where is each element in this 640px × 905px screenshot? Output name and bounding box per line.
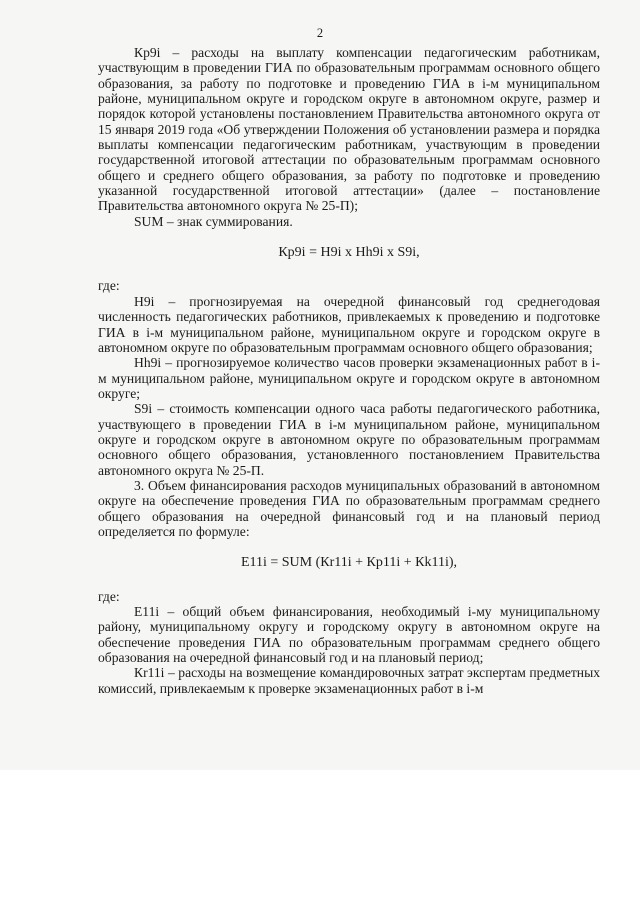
paragraph-kr11i-definition: Кr11i – расходы на возмещение командировочных затрат экспертам предметных комиссий, привлекаемым к проверке экзаменационных работ в i-м <box>98 665 600 696</box>
paragraph-hh9i-definition: Нh9i – прогнозируемое количество часов проверки экзаменационных работ в i-м муниципальном районе, муниципальном округе и городском округе в автономном округе; <box>98 355 600 401</box>
paragraph-sum-definition: SUM – знак суммирования. <box>134 213 293 229</box>
formula-kp9i: Кр9i = Н9i х Нh9i х S9i, <box>278 245 420 261</box>
where-label: где: <box>98 588 120 604</box>
blank-margin <box>0 770 640 905</box>
where-label: где: <box>98 278 120 294</box>
paragraph-h9i-definition: Н9i – прогнозируемая на очередной финансовый год среднегодовая численность педагогических работников, привлекаемых к проведению и подготовке ГИА в i-м муниципальном районе, муниципальном округе и городском округе в автономном округе по образовательным программам основного общего образования; <box>98 293 600 355</box>
page-number: 2 <box>316 26 324 40</box>
paragraph-kp9i-definition: Кр9i – расходы на выплату компенсации педагогическим работникам, участвующим в проведении ГИА по образовательным программам основного общего образования, за работу по подготовке и проведению ГИА в i-м муниципальном районе, муниципальном округе и городском округе в автономном округе, размер и порядок которой установлены постановлением Правительства автономного округа от 15 января 2019 года «Об утверждении Положения об установлении размера и порядка выплаты компенсации педагогическим работникам, участвующим в проведении государственной итоговой аттестации по образовательным программам основного общего и среднего общего образования, за работу по подготовке и проведению указанной государственной итоговой аттестации» (далее – постановление Правительства автономного округа № 25-П); <box>98 45 600 214</box>
document-body <box>98 45 600 696</box>
paragraph-s9i-definition: S9i – стоимость компенсации одного часа работы педагогического работника, участвующего в проведении ГИА в i-м муниципальном районе, муниципальном округе и городском округе в автономном округе по образовательным программам основного общего образования, установленного постановлением Правительства автономного округа № 25-П. <box>98 401 600 478</box>
paragraph-e11i-definition: E11i – общий объем финансирования, необходимый i-му муниципальному району, муниципальному округу и городскому округу в автономном округе на обеспечение проведения ГИА по образовательным программам среднего общего образования на очередной финансовый год и на плановый период; <box>98 604 600 666</box>
paragraph-item-3: 3. Объем финансирования расходов муниципальных образований в автономном округе на обеспечение проведения ГИА по образовательным программам среднего общего образования на очередной финансовый год и на плановый период определяется по формуле: <box>98 477 600 539</box>
formula-e11i: E11i = SUM (Кr11i + Кр11i + Кk11i), <box>240 555 458 571</box>
